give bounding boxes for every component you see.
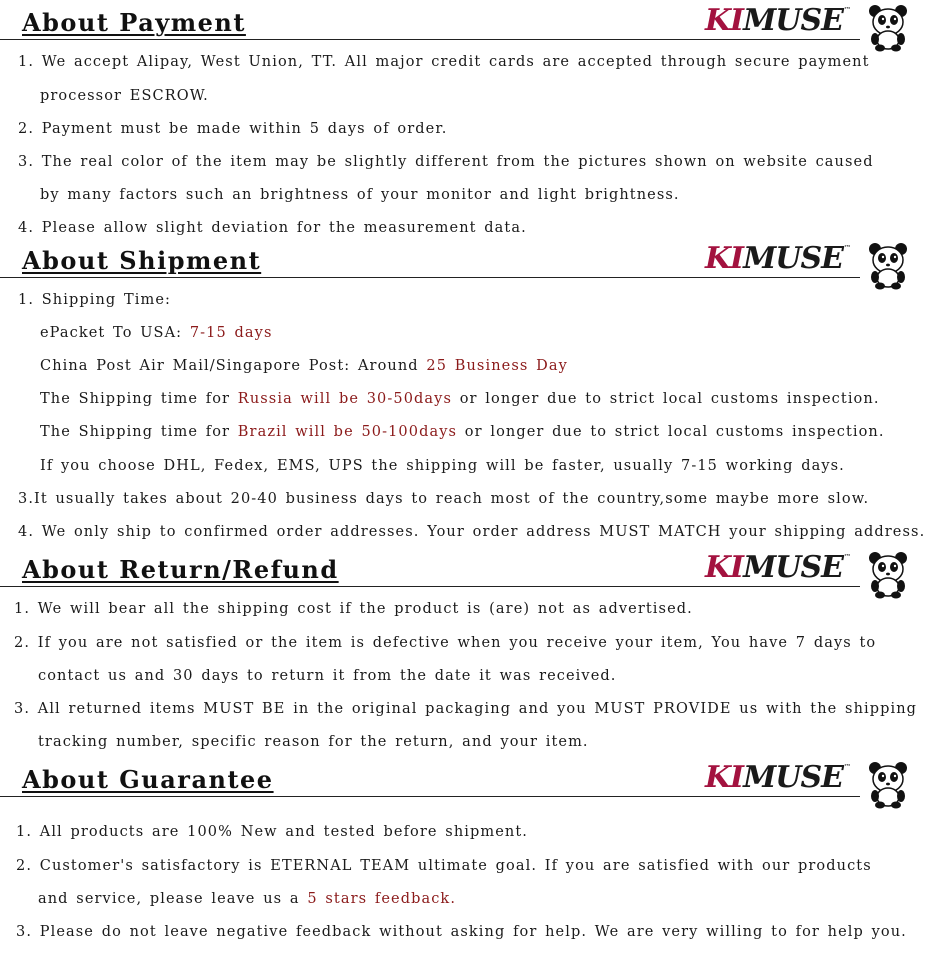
list-item: 2. Payment must be made within 5 days of order.	[18, 121, 448, 137]
guarantee-header	[0, 757, 950, 797]
list-item: 1. Shipping Time:	[18, 292, 172, 308]
list-item: ePacket To USA: 7-15 days	[40, 325, 273, 341]
payment-header	[0, 0, 950, 40]
list-item: 3.It usually takes about 20-40 business days to reach most of the country,some maybe more slow.	[18, 491, 870, 507]
list-item: 1. We will bear all the shipping cost if the product is (are) not as advertised.	[14, 601, 693, 617]
highlight-text: Brazil will be 50-100days	[237, 424, 458, 440]
section-title: About Payment	[22, 8, 246, 37]
section-title: About Guarantee	[22, 765, 274, 794]
list-item: contact us and 30 days to return it from the date it was received.	[38, 668, 617, 684]
refund-header	[0, 547, 950, 587]
list-item: 2. If you are not satisfied or the item is defective when you receive your item, You have 7 days to	[14, 635, 877, 651]
panda-icon	[866, 240, 910, 290]
list-item: If you choose DHL, Fedex, EMS, UPS the shipping will be faster, usually 7-15 working days.	[40, 458, 845, 474]
list-item: 3. The real color of the item may be slightly different from the pictures shown on website caused	[18, 154, 874, 170]
section-title: About Return/Refund	[22, 555, 339, 584]
list-item: 3. All returned items MUST BE in the original packaging and you MUST PROVIDE us with the shipping	[14, 701, 918, 717]
panda-icon	[866, 759, 910, 809]
panda-icon	[866, 2, 910, 52]
panda-icon	[866, 549, 910, 599]
section-title: About Shipment	[22, 246, 262, 275]
list-item: The Shipping time for Russia will be 30-50days or longer due to strict local customs inspection.	[40, 391, 880, 407]
section-divider	[0, 277, 860, 278]
list-item: by many factors such an brightness of your monitor and light brightness.	[40, 187, 680, 203]
kimuse-logo: KIMUSE™	[704, 241, 850, 276]
section-divider	[0, 586, 860, 587]
list-item: tracking number, specific reason for the return, and your item.	[38, 734, 589, 750]
list-item: The Shipping time for Brazil will be 50-100days or longer due to strict local customs inspection.	[40, 424, 885, 440]
highlight-text: 25 Business Day	[426, 358, 568, 374]
highlight-text: Russia will be 30-50days	[237, 391, 452, 407]
shipment-header	[0, 238, 950, 278]
list-item: 3. Please do not leave negative feedback without asking for help. We are very willing to for help you.	[16, 924, 907, 940]
highlight-text: 7-15 days	[189, 325, 273, 341]
kimuse-logo: KIMUSE™	[704, 550, 850, 585]
highlight-text: 5 stars feedback.	[307, 891, 457, 907]
list-item: and service, please leave us a 5 stars feedback.	[38, 891, 457, 907]
list-item: 1. We accept Alipay, West Union, TT. All major credit cards are accepted through secure payment	[18, 54, 870, 70]
section-divider	[0, 796, 860, 797]
list-item: 2. Customer's satisfactory is ETERNAL TEAM ultimate goal. If you are satisfied with our products	[16, 858, 872, 874]
kimuse-logo: KIMUSE™	[704, 3, 850, 38]
list-item: 4. Please allow slight deviation for the measurement data.	[18, 220, 527, 236]
list-item: 4. We only ship to confirmed order addresses. Your order address MUST MATCH your shipping address.	[18, 524, 926, 540]
list-item: China Post Air Mail/Singapore Post: Around 25 Business Day	[40, 358, 568, 374]
list-item: 1. All products are 100% New and tested before shipment.	[16, 824, 528, 840]
kimuse-logo: KIMUSE™	[704, 760, 850, 795]
list-item: processor ESCROW.	[40, 88, 209, 104]
section-divider	[0, 39, 860, 40]
